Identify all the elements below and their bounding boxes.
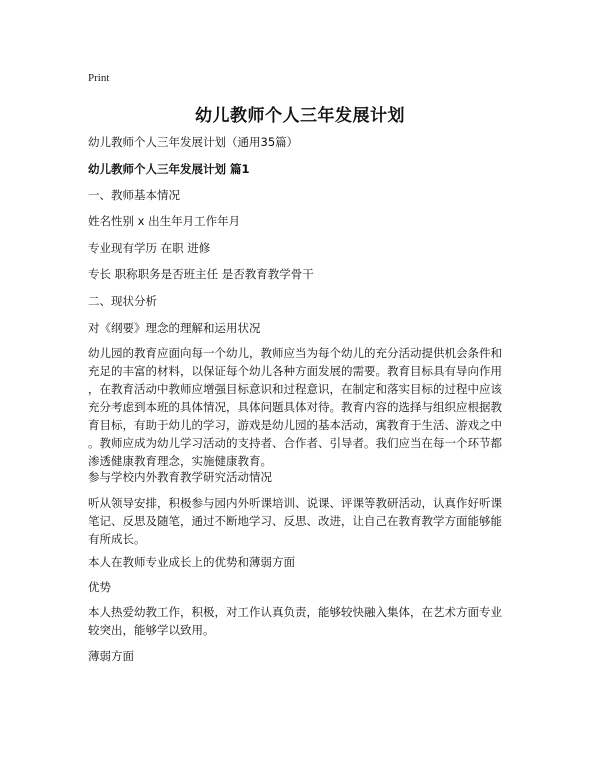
basic-info-line2: 专业现有学历 在职 进修 [88, 241, 211, 255]
paragraph-line: 渗透健康教育理念，实施健康教育。 [88, 454, 272, 468]
paragraph-research [88, 494, 516, 548]
subsection-growth: 本人在教师专业成长上的优势和薄弱方面 [88, 555, 295, 569]
paragraph-line: 幼儿园的教育应面向每一个幼儿，教师应当为每个幼儿的充分活动提供机会条件和 [88, 346, 502, 360]
paragraph-line: 育目标，有助于幼儿的学习，游戏是幼儿园的基本活动，寓教育于生活、游戏之中 [88, 418, 502, 432]
section2-heading: 二、现状分析 [88, 294, 157, 308]
paragraph-education-philosophy [88, 344, 516, 470]
paragraph-line: 充足的丰富的材料，以保证每个幼儿各种方面发展的需要。教育目标具有导向作用 [88, 364, 502, 378]
subtitle: 幼儿教师个人三年发展计划（通用35篇） [88, 135, 299, 149]
paragraph-strengths [88, 603, 516, 639]
basic-info-line1: 姓名性别 x 出生年月工作年月 [88, 214, 241, 228]
page-title: 幼儿教师个人三年发展计划 [195, 106, 405, 126]
weakness-heading: 薄弱方面 [88, 649, 134, 663]
subsection-research-activities: 参与学校内外教育教学研究活动情况 [88, 470, 272, 484]
basic-info-line3: 专长 职称职务是否班主任 是否教育教学骨干 [88, 267, 314, 281]
paragraph-line: 充分考虑到本班的具体情况，具体问题具体对待。教育内容的选择与组织应根据教 [88, 400, 502, 414]
subsection-outline-understanding: 对《纲要》理念的理解和运用状况 [88, 321, 261, 335]
print-label[interactable]: Print [88, 72, 110, 84]
section1-heading: 一、教师基本情况 [88, 188, 180, 202]
paragraph-line: 本人热爱幼教工作，积极，对工作认真负责，能够较快融入集体，在艺术方面专业 [88, 605, 502, 619]
paragraph-line: 较突出，能够学以致用。 [88, 623, 215, 637]
paragraph-line: 笔记、反思及随笔，通过不断地学习、反思、改进，让自己在教育教学方面能够能 [88, 514, 502, 528]
paragraph-line: ，在教育活动中教师应增强目标意识和过程意识，在制定和落实目标的过程中应该 [88, 382, 502, 396]
strengths-heading: 优势 [88, 580, 111, 594]
paragraph-line: 有所成长。 [88, 532, 146, 546]
section-heading: 幼儿教师个人三年发展计划 篇1 [88, 162, 250, 176]
paragraph-line: 听从领导安排，积极参与园内外听课培训、说课、评课等教研活动，认真作好听课 [88, 496, 502, 510]
paragraph-line: 。教师应成为幼儿学习活动的支持者、合作者、引导者。我们应当在每一个环节都 [88, 436, 502, 450]
